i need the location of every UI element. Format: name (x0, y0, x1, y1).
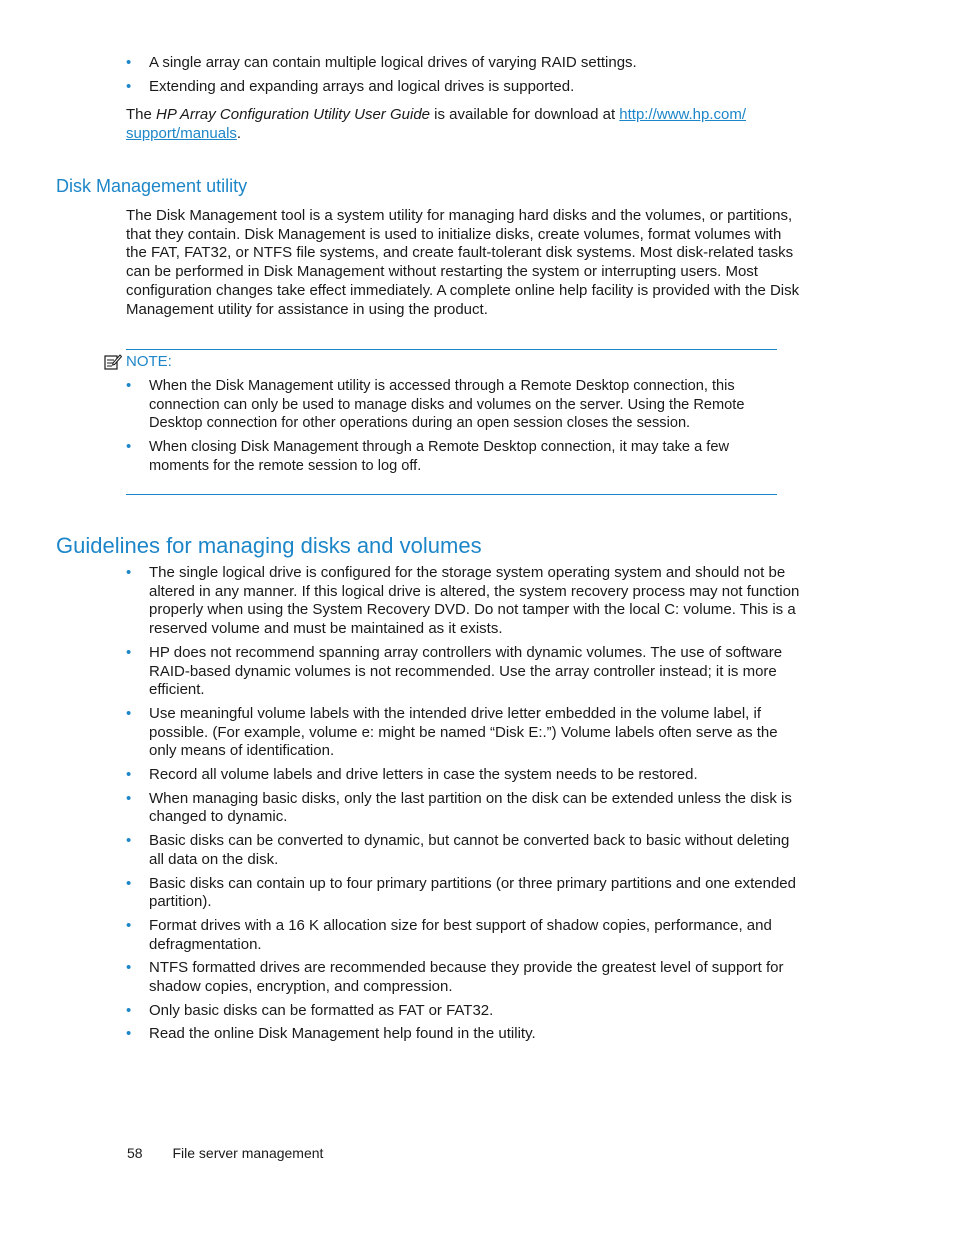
bullet-icon: • (126, 643, 132, 661)
guidelines-heading: Guidelines for managing disks and volumes (56, 533, 482, 558)
bullet-icon: • (126, 438, 132, 456)
guide-availability-text (126, 106, 806, 143)
note-top-rule (126, 349, 777, 350)
list-item (126, 875, 806, 912)
bullet-icon: • (126, 766, 132, 784)
list-item (126, 564, 806, 639)
list-item-text: Record all volume labels and drive letters in case the system needs to be restored. (149, 766, 698, 784)
list-item (126, 1002, 806, 1021)
list-item-text: When managing basic disks, only the last partition on the disk can be extended unless the disk is changed to dynamic. (149, 789, 792, 826)
list-item-text: NTFS formatted drives are recommended because they provide the greatest level of support for shadow copies, encryption, and compression. (149, 959, 784, 996)
list-item-text: The single logical drive is configured for the storage system operating system and should not be altered in any manner. If this logical drive is altered, the system recovery process may not function properly when using the System Recovery DVD. Do not tamper with the local C: volume. This is a reserved volume and must be maintained as it exists. (149, 564, 800, 638)
guide-prefix: The (126, 106, 157, 123)
bullet-icon: • (126, 1025, 132, 1043)
footer-section-title: File server management (172, 1145, 324, 1161)
list-item (126, 832, 806, 869)
bullet-icon: • (126, 77, 132, 95)
note-bottom-rule (126, 494, 777, 495)
guide-suffix: . (236, 124, 242, 142)
bullet-icon: • (126, 1001, 132, 1019)
bullet-icon: • (126, 916, 132, 934)
list-item (126, 790, 806, 827)
list-item-text: Basic disks can be converted to dynamic, but cannot be converted back to basic without deleting all data on the disk. (149, 832, 790, 868)
list-item (126, 917, 806, 954)
guidelines-bullet-list (126, 564, 806, 1049)
list-item (126, 78, 806, 97)
page-number: 58 (127, 1145, 143, 1161)
bullet-icon: • (126, 789, 132, 807)
page-footer (127, 1145, 323, 1161)
guide-middle: is available for download at (430, 106, 620, 123)
top-bullet-list (126, 54, 806, 101)
list-item (126, 766, 806, 785)
disk-management-paragraph: The Disk Management tool is a system utility for managing hard disks and the volumes, or partitions, that they contain. Disk Management is used to initialize disks, create volumes, format volumes with the FAT, FAT32, or NTFS file systems, and create fault-tolerant disk systems. Most disk-related tasks can be performed in Disk Management without restarting the system or interrupting users. Most configuration changes take effect immediately. A complete online help facility is provided with the Disk Management utility for assistance in using the product. (126, 207, 800, 318)
note-label: NOTE: (126, 353, 172, 370)
bullet-icon: • (126, 54, 132, 71)
list-item-text: Use meaningful volume labels with the intended drive letter embedded in the volume label, if possible. (For example, volume e: might be named “Disk E:.”) Volume labels often serve as the only means of identification. (149, 704, 778, 760)
bullet-icon: • (126, 874, 132, 892)
hp-manuals-link[interactable]: http://www.hp.com/ support/manuals (126, 106, 746, 142)
bullet-icon: • (126, 959, 132, 977)
list-item-text: Format drives with a 16 K allocation size for best support of shadow copies, performance, and defragmentation. (149, 916, 772, 953)
list-item-text: Only basic disks can be formatted as FAT or FAT32. (149, 1001, 494, 1019)
list-item-text: HP does not recommend spanning array controllers with dynamic volumes. The use of software RAID-based dynamic volumes is not recommended. Use the array controller instead; it is more efficient. (149, 643, 783, 699)
list-item (126, 1025, 806, 1044)
list-item-text: Extending and expanding arrays and logical drives is supported. (149, 77, 575, 95)
list-item (126, 705, 806, 761)
list-item (126, 377, 778, 433)
list-item-text: When closing Disk Management through a Remote Desktop connection, it may take a few moments for the remote session to log off. (149, 439, 729, 474)
bullet-icon: • (126, 377, 132, 394)
list-item-text: When the Disk Management utility is accessed through a Remote Desktop connection, this connection can only be used to manage disks and volumes on the server. Using the Remote Desktop connection for other operations during an open session closes the session. (149, 378, 745, 432)
guide-title: HP Array Configuration Utility User Guide (156, 106, 430, 123)
list-item-text: Basic disks can contain up to four primary partitions (or three primary partitions and one extended partition). (149, 874, 796, 911)
disk-management-heading: Disk Management utility (56, 176, 248, 196)
list-item (126, 644, 806, 700)
note-bullet-list (126, 377, 778, 481)
list-item (126, 438, 778, 475)
bullet-icon: • (126, 832, 132, 850)
list-item-text: Read the online Disk Management help found in the utility. (149, 1025, 536, 1043)
list-item-text: A single array can contain multiple logical drives of varying RAID settings. (149, 54, 637, 71)
note-header (104, 353, 172, 370)
note-pencil-icon (104, 353, 122, 370)
list-item (126, 959, 806, 996)
bullet-icon: • (126, 564, 132, 581)
list-item (126, 54, 806, 73)
bullet-icon: • (126, 704, 132, 722)
